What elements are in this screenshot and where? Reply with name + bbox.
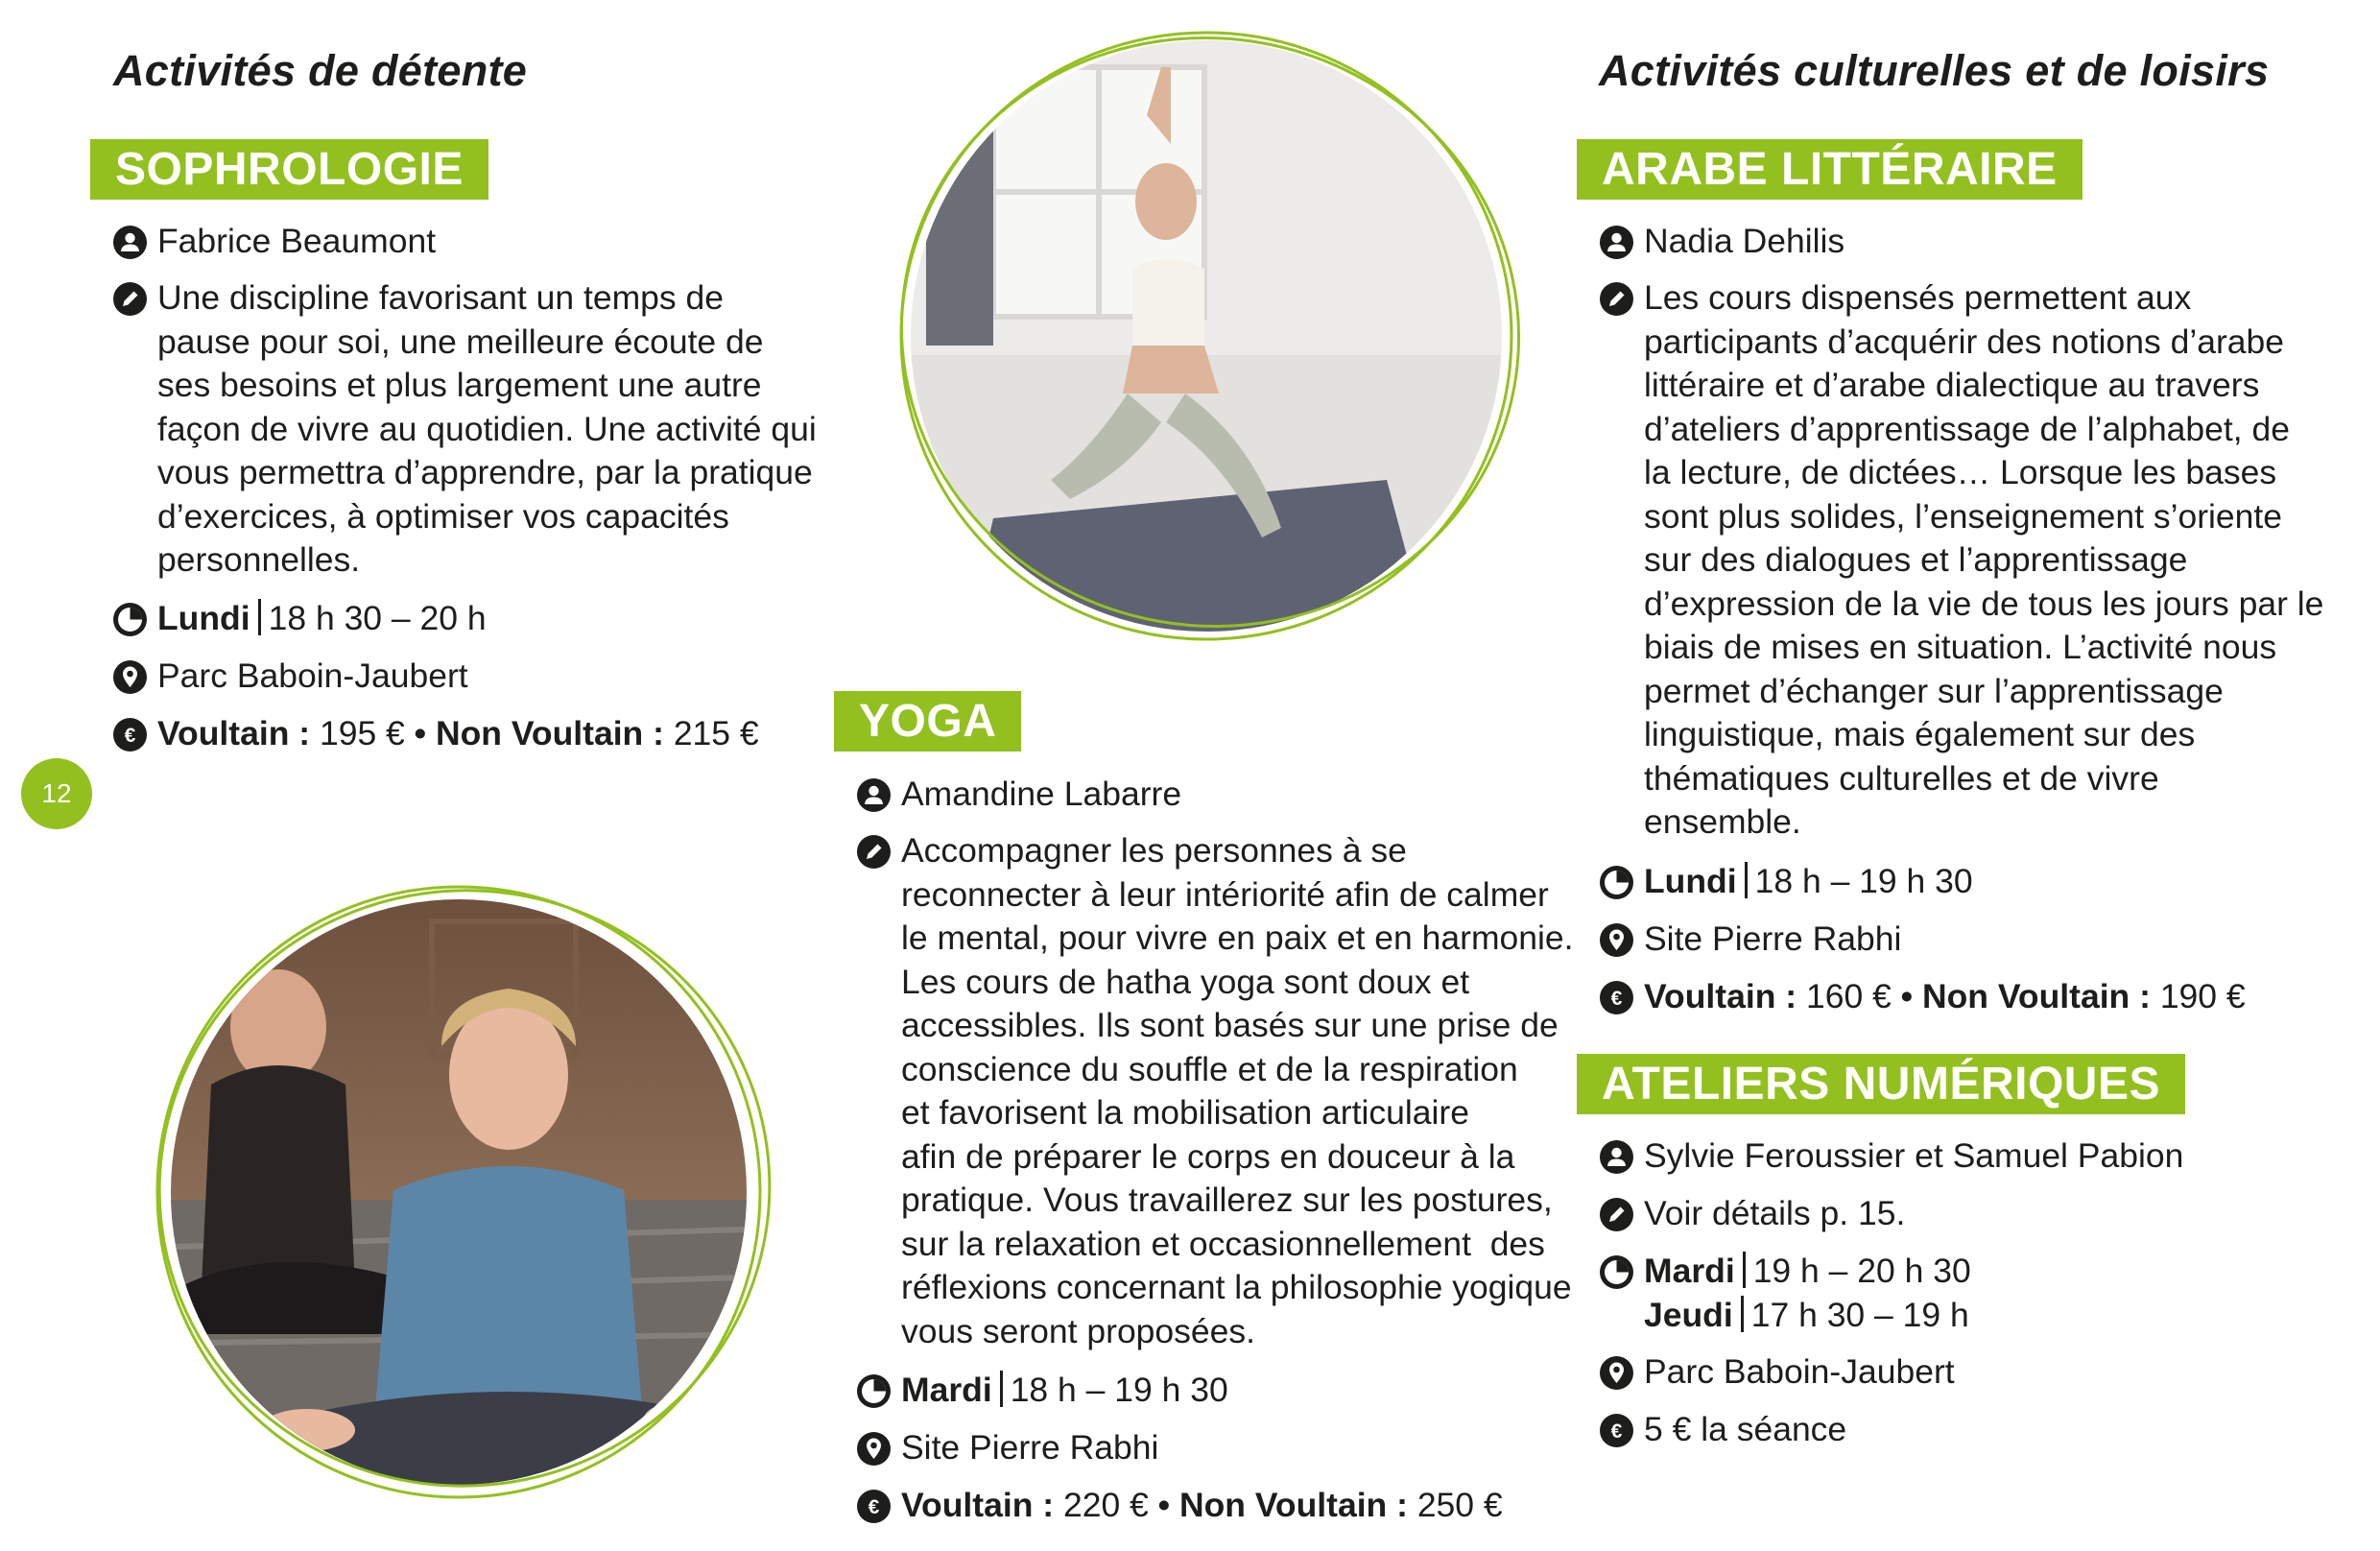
arabe-price-non: 190 € [2159, 977, 2246, 1015]
arabe-description-line: littéraire et d’arabe dialectique au travers [1644, 366, 2260, 404]
yoga-description-line: accessibles. Ils sont basés sur une prise de [901, 1006, 1559, 1044]
numeriques-price: 5 € la séance [1644, 1410, 1847, 1448]
yoga-description-line: et favorisent la mobilisation articulaire [901, 1093, 1469, 1132]
yoga-photo [888, 29, 1531, 653]
yoga-place: Site Pierre Rabhi [901, 1428, 1159, 1467]
numeriques-day-1: Mardi [1644, 1252, 1735, 1290]
sophrologie-price: 195 € [319, 714, 405, 752]
arabe-description-line: permet d’échanger sur l’apprentissage [1644, 671, 2224, 710]
arabe-description-line: ensemble. [1644, 802, 1801, 841]
yoga-description-line: reconnecter à leur intériorité afin de calmer [901, 874, 1549, 914]
arabe-description-line: participants d’acquérir des notions d’arabe [1644, 322, 2285, 361]
arabe-price-non-label: Non Voultain : [1921, 977, 2151, 1015]
sophrologie-price-row: € Voultain : 195 € • Non Voultain : 215 € [113, 712, 759, 756]
arabe-description-line: Les cours dispensés permettent aux [1644, 278, 2192, 317]
numeriques-teacher-row [1600, 1134, 2183, 1179]
numeriques-description: Voir détails p. 15. [1644, 1194, 1906, 1232]
yoga-teacher: Amandine Labarre [901, 775, 1182, 813]
svg-text:€: € [1610, 988, 1623, 1010]
arabe-description-line: la lecture, de dictées… Lorsque les bases [1644, 453, 2277, 491]
location-pin-icon [857, 1432, 891, 1466]
euro-icon [1600, 1414, 1633, 1447]
pencil-icon [113, 282, 147, 316]
euro-icon [1600, 981, 1633, 1014]
sophrologie-day: Lundi [157, 599, 250, 637]
arabe-description-row [1600, 276, 2348, 845]
sophrologie-time: 18 h 30 – 20 h [268, 599, 487, 637]
yoga-price-non: 250 € [1416, 1486, 1503, 1524]
sophrologie-description-line: vous permettra d’apprendre, par la pratique [157, 453, 813, 491]
separator [1745, 862, 1748, 898]
svg-text:€: € [868, 1496, 880, 1518]
clock-icon [1600, 866, 1633, 899]
numeriques-place-row [1600, 1350, 1955, 1395]
sophrologie-description-line: Une discipline favorisant un temps de [157, 278, 725, 317]
arabe-time: 18 h – 19 h 30 [1754, 862, 1973, 900]
euro-icon [857, 1490, 891, 1523]
arabe-description [1644, 276, 2323, 845]
separator [258, 599, 261, 635]
left-section-heading: Activités de détente [113, 46, 528, 95]
yoga-schedule-row [857, 1369, 1228, 1413]
arabe-teacher: Nadia Dehilis [1644, 222, 1845, 260]
sophrologie-place-row [113, 655, 468, 699]
clock-icon [1600, 1255, 1633, 1289]
sophrologie-teacher: Fabrice Beaumont [157, 222, 437, 260]
numeriques-price-row [1600, 1408, 1846, 1452]
sophrologie-description-line: personnelles. [157, 540, 361, 579]
sophrologie-price-non-label: Non Voultain : [435, 714, 664, 752]
yoga-price-label: Voultain : [901, 1486, 1055, 1524]
arabe-teacher-row [1600, 220, 1844, 264]
numeriques-teacher: Sylvie Feroussier et Samuel Pabion [1644, 1136, 2184, 1175]
yoga-teacher-row [857, 773, 1181, 817]
sophrologie-description-line: d’exercices, à optimiser vos capacités [157, 496, 729, 536]
yoga-tag: YOGA [834, 691, 1021, 752]
sophrologie-description-row [113, 276, 823, 583]
location-pin-icon [1600, 923, 1633, 957]
right-section-heading: Activités culturelles et de loisirs [1599, 46, 2270, 95]
arabe-description-line: linguistique, mais également sur des [1644, 715, 2196, 753]
arabe-tag: ARABE LITTÉRAIRE [1577, 139, 2082, 200]
numeriques-day-2: Jeudi [1644, 1295, 1733, 1334]
location-pin-icon [1600, 1356, 1633, 1390]
arabe-price: 160 € [1805, 977, 1892, 1015]
arabe-schedule-row [1600, 860, 1973, 904]
yoga-place-row [857, 1426, 1158, 1470]
yoga-description-line: réflexions concernant la philosophie yogique [901, 1268, 1572, 1306]
yoga-description-row [857, 829, 1574, 1353]
pencil-icon [1600, 282, 1633, 316]
numeriques-description-row [1600, 1192, 1905, 1236]
clock-icon [857, 1374, 891, 1408]
yoga-time: 18 h – 19 h 30 [1010, 1371, 1228, 1409]
sophrologie-schedule-row [113, 597, 487, 641]
arabe-price-row: € Voultain : 160 € • Non Voultain : 190 € [1600, 975, 2246, 1019]
sophrologie-price-non: 215 € [673, 714, 759, 752]
arabe-day: Lundi [1644, 862, 1737, 900]
pencil-icon [857, 835, 891, 869]
clock-icon [113, 603, 147, 636]
page-number: 12 [21, 758, 92, 829]
numeriques-tag: ATELIERS NUMÉRIQUES [1577, 1054, 2185, 1114]
yoga-day: Mardi [901, 1371, 992, 1409]
sophrologie-price-label: Voultain : [157, 714, 311, 752]
sophrologie-teacher-row [113, 220, 436, 264]
yoga-description-line: vous seront proposées. [901, 1311, 1256, 1350]
yoga-price-non-label: Non Voultain : [1178, 1486, 1408, 1524]
yoga-price: 220 € [1062, 1486, 1149, 1524]
meditation-photo [144, 883, 777, 1507]
yoga-description-line: sur la relaxation et occasionnellement des [901, 1224, 1545, 1263]
yoga-description-line: Les cours de hatha yoga sont doux et [901, 962, 1470, 1001]
arabe-place-row [1600, 918, 1901, 962]
person-icon [1600, 1140, 1633, 1174]
sophrologie-description [157, 276, 817, 583]
arabe-place: Site Pierre Rabhi [1644, 919, 1902, 958]
person-icon [113, 226, 147, 259]
sophrologie-description-line: ses besoins et plus largement une autre [157, 366, 762, 404]
arabe-description-line: d’ateliers d’apprentissage de l’alphabet, de [1644, 409, 2290, 448]
person-icon [857, 778, 891, 812]
euro-icon [113, 718, 147, 752]
svg-text:€: € [124, 725, 136, 747]
location-pin-icon [113, 660, 147, 694]
person-icon [1600, 226, 1633, 259]
yoga-description-line: afin de préparer le corps en douceur à la [901, 1136, 1515, 1176]
arabe-description-line: thématiques culturelles et de vivre [1644, 758, 2159, 798]
numeriques-time-2: 17 h 30 – 19 h [1750, 1295, 1969, 1334]
separator [1741, 1296, 1744, 1332]
yoga-description [901, 829, 1574, 1353]
yoga-price-row: € Voultain : 220 € • Non Voultain : 250 € [857, 1484, 1503, 1528]
arabe-description-line: sont plus solides, l’enseignement s’oriente [1644, 496, 2283, 536]
arabe-price-label: Voultain : [1644, 977, 1797, 1015]
pencil-icon [1600, 1198, 1633, 1231]
arabe-description-line: biais de mises en situation. L’activité nous [1644, 628, 2277, 666]
numeriques-schedule-row [1600, 1250, 1971, 1337]
sophrologie-tag: SOPHROLOGIE [90, 139, 488, 200]
svg-text:€: € [1610, 1420, 1623, 1443]
yoga-description-line: conscience du souffle et de la respiration [901, 1049, 1518, 1088]
separator [1000, 1371, 1003, 1407]
yoga-description-line: pratique. Vous travaillerez sur les postures, [901, 1181, 1553, 1219]
sophrologie-description-line: pause pour soi, une meilleure écoute de [157, 322, 764, 361]
separator [1743, 1252, 1746, 1288]
yoga-description-line: Accompagner les personnes à se [901, 831, 1407, 870]
yoga-description-line: le mental, pour vivre en paix et en harmonie. [901, 919, 1574, 957]
sophrologie-description-line: façon de vivre au quotidien. Une activité qui [157, 409, 817, 448]
arabe-description-line: sur des dialogues et l’apprentissage [1644, 540, 2188, 579]
arabe-description-line: d’expression de la vie de tous les jours par le [1644, 584, 2324, 623]
numeriques-place: Parc Baboin-Jaubert [1644, 1352, 1955, 1391]
sophrologie-place: Parc Baboin-Jaubert [157, 656, 468, 695]
numeriques-time-1: 19 h – 20 h 30 [1752, 1252, 1971, 1290]
